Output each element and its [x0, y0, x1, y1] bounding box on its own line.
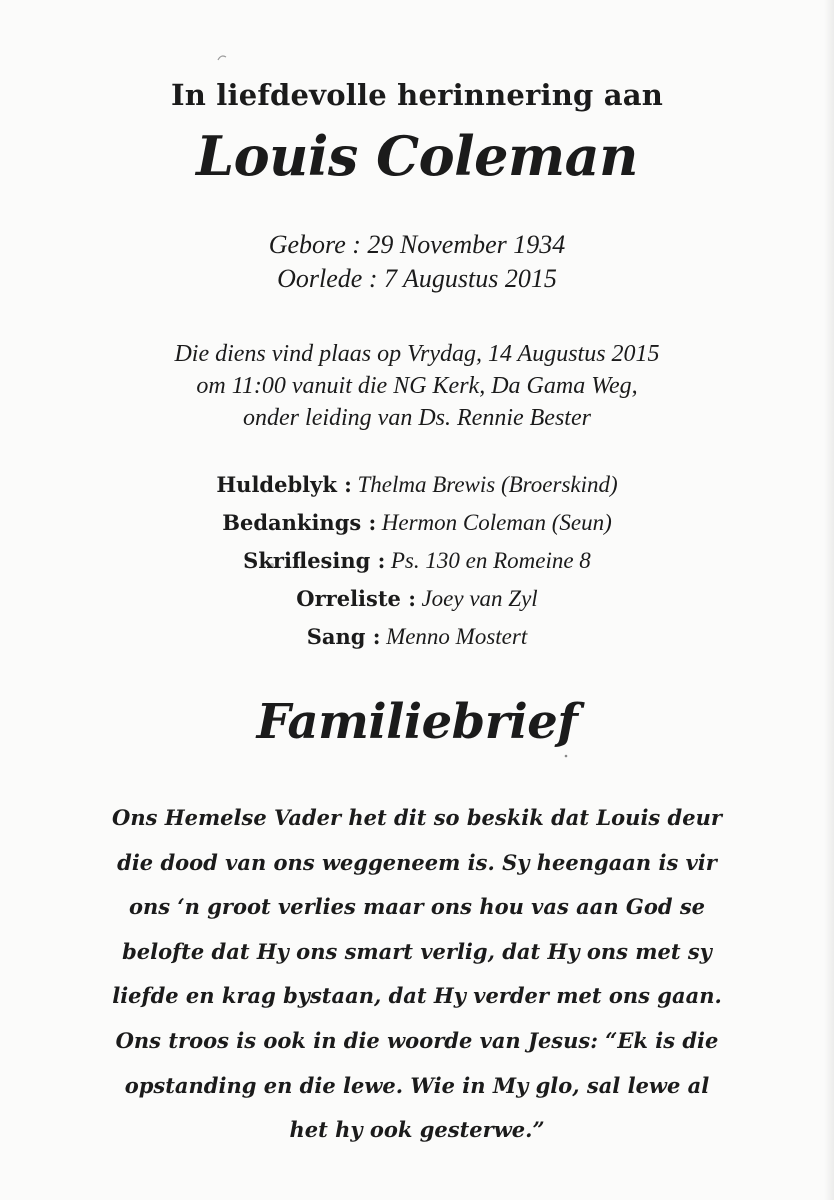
- letter-line: Ons troos is ook in die woorde van Jesus: “Ek is die: [115, 1027, 719, 1053]
- service-details: [0, 338, 834, 434]
- role-value: Ps. 130 en Romeine 8: [390, 548, 591, 573]
- role-row: [0, 580, 834, 618]
- family-letter-title: Familiebrief: [256, 694, 578, 750]
- letter-line: die dood van ons weggeneem is. Sy heengaan is vir: [117, 849, 717, 875]
- service-roles: [0, 466, 834, 656]
- role-value: Menno Mostert: [386, 624, 528, 649]
- role-label: Sang :: [306, 624, 381, 649]
- letter-line: belofte dat Hy ons smart verlig, dat Hy ons met sy: [122, 938, 712, 964]
- death-date: Oorlede : 7 Augustus 2015: [277, 264, 557, 293]
- role-value: Thelma Brewis (Broerskind): [357, 472, 618, 497]
- letter-line: opstanding en die lewe. Wie in My glo, sal lewe al: [124, 1072, 710, 1098]
- role-row: [0, 542, 834, 580]
- letter-line: liefde en krag bystaan, dat Hy verder met ons gaan.: [112, 983, 722, 1009]
- role-value: Joey van Zyl: [421, 586, 538, 611]
- service-line: Die diens vind plaas op Vrydag, 14 Augustus 2015: [174, 341, 660, 367]
- service-line: om 11:00 vanuit die NG Kerk, Da Gama Weg,: [196, 373, 638, 399]
- memorial-heading: In liefdevolle herinnering aan: [170, 78, 664, 112]
- role-value: Hermon Coleman (Seun): [381, 510, 612, 535]
- life-dates: [0, 228, 834, 296]
- letter-line: ons ‘n groot verlies maar ons hou vas aan God se: [128, 894, 706, 920]
- letter-line: Ons Hemelse Vader het dit so beskik dat Louis deur: [112, 805, 722, 830]
- letter-line: het hy ook gesterwe.”: [289, 1117, 545, 1143]
- family-letter-body: [0, 796, 834, 1153]
- role-label: Huldeblyk :: [216, 472, 352, 497]
- role-label: Skriflesing :: [243, 548, 386, 573]
- role-row: [0, 618, 834, 656]
- role-label: Orreliste :: [296, 586, 416, 611]
- role-row: [0, 466, 834, 504]
- deceased-name: Louis Coleman: [196, 124, 638, 188]
- role-row: [0, 504, 834, 542]
- service-line: onder leiding van Ds. Rennie Bester: [243, 405, 591, 431]
- role-label: Bedankings :: [222, 510, 377, 535]
- birth-date: Gebore : 29 November 1934: [268, 230, 566, 259]
